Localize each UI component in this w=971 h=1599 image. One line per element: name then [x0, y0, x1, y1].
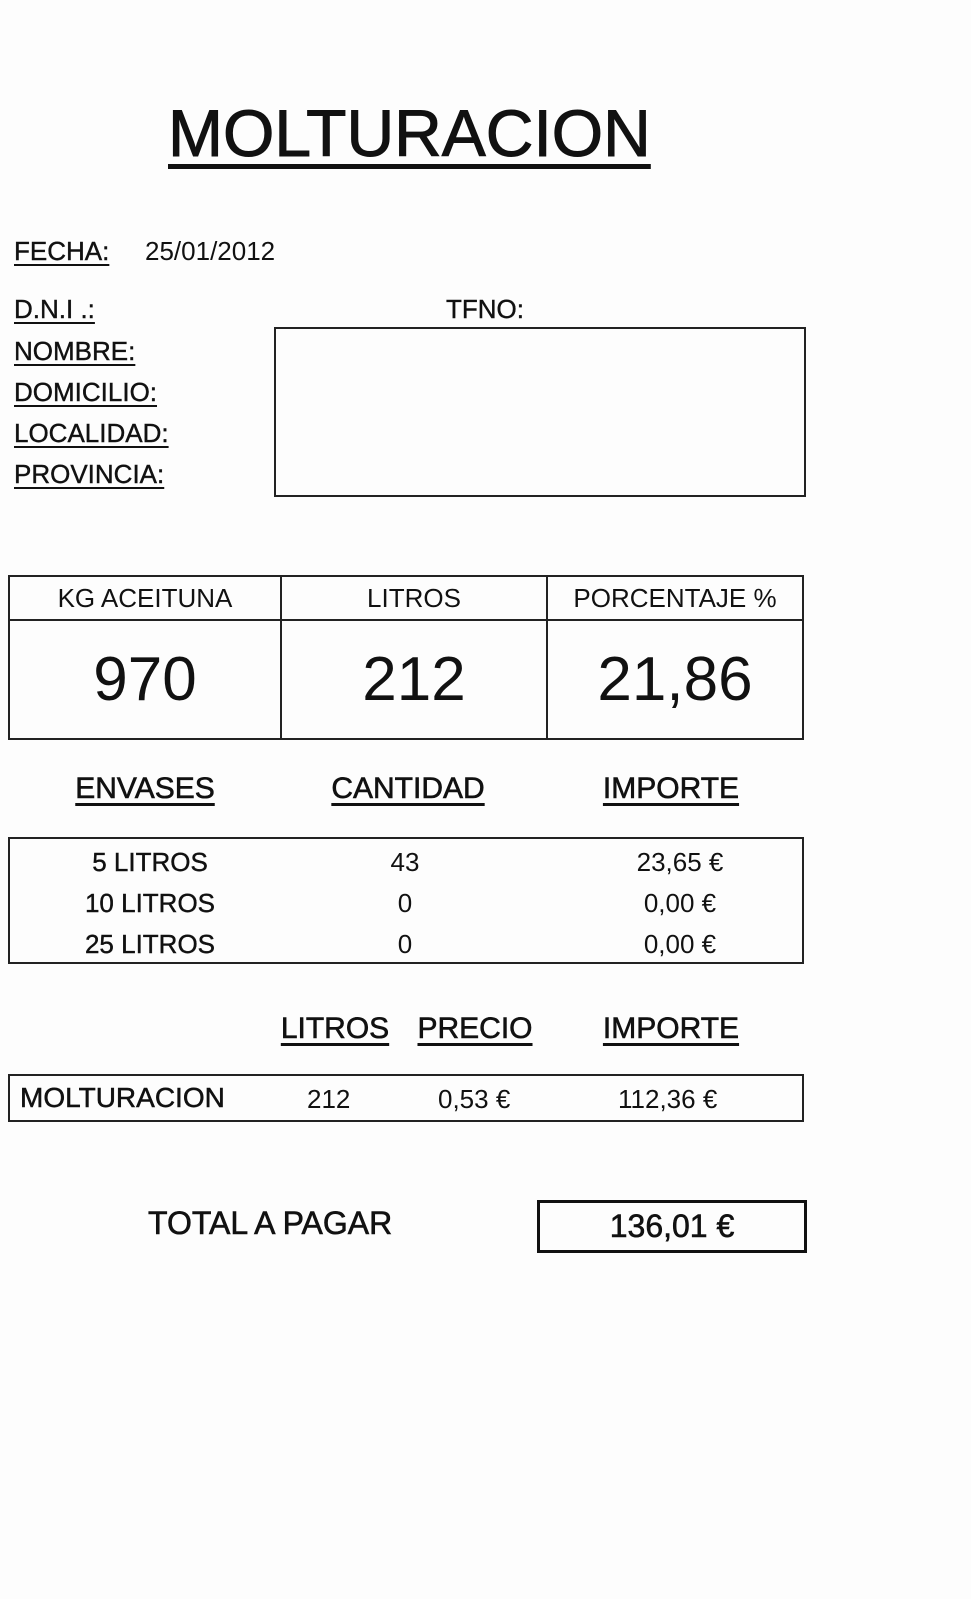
- fecha-label: FECHA:: [14, 236, 110, 266]
- customer-info-box: [274, 327, 806, 497]
- molturacion-row: [8, 1074, 804, 1122]
- importe-header: IMPORTE: [602, 772, 740, 805]
- porcentaje-header: PORCENTAJE %: [547, 576, 803, 620]
- litros-header: LITROS: [281, 576, 547, 620]
- envase-label: 10 LITROS: [84, 888, 216, 918]
- fecha-value: 25/01/2012: [145, 236, 276, 266]
- nombre-label: NOMBRE:: [14, 336, 136, 366]
- dni-label: D.N.I .:: [14, 294, 95, 324]
- envase-label: 5 LITROS: [92, 847, 208, 877]
- molturacion-importe: 112,36 €: [618, 1084, 718, 1114]
- domicilio-label: DOMICILIO:: [14, 377, 158, 407]
- porcentaje-value: 21,86: [547, 620, 803, 739]
- mol-precio-header: PRECIO: [417, 1012, 533, 1045]
- page-title: MOLTURACION: [168, 96, 651, 170]
- envase-importe: 0,00 €: [643, 888, 717, 918]
- envase-importe: 23,65 €: [636, 847, 724, 877]
- envase-importe: 0,00 €: [643, 929, 717, 959]
- envase-cantidad: 43: [390, 847, 420, 877]
- envase-row: [10, 888, 802, 929]
- mol-importe-header: IMPORTE: [602, 1012, 740, 1045]
- litros-value: 212: [281, 620, 547, 739]
- molturacion-precio: 0,53 €: [438, 1084, 511, 1114]
- envases-table: [8, 837, 804, 964]
- molturacion-litros: 212: [307, 1084, 351, 1114]
- envase-label: 25 LITROS: [84, 929, 216, 959]
- envase-cantidad: 0: [397, 888, 413, 918]
- localidad-label: LOCALIDAD:: [14, 418, 169, 448]
- envase-row: [10, 847, 802, 888]
- envase-row: [10, 929, 802, 970]
- mol-litros-header: LITROS: [280, 1012, 390, 1045]
- tfno-label: TFNO:: [446, 294, 524, 324]
- kg-aceituna-value: 970: [9, 620, 281, 739]
- cantidad-header: CANTIDAD: [331, 772, 485, 805]
- molturacion-label: MOLTURACION: [20, 1082, 225, 1113]
- provincia-label: PROVINCIA:: [14, 459, 165, 489]
- production-table: [8, 575, 804, 740]
- total-value: 136,01 €: [537, 1200, 807, 1253]
- envases-header: ENVASES: [75, 772, 215, 805]
- production-header-row: [9, 576, 803, 620]
- kg-aceituna-header: KG ACEITUNA: [9, 576, 281, 620]
- envase-cantidad: 0: [397, 929, 413, 959]
- total-label: TOTAL A PAGAR: [148, 1205, 393, 1241]
- production-value-row: [9, 620, 803, 739]
